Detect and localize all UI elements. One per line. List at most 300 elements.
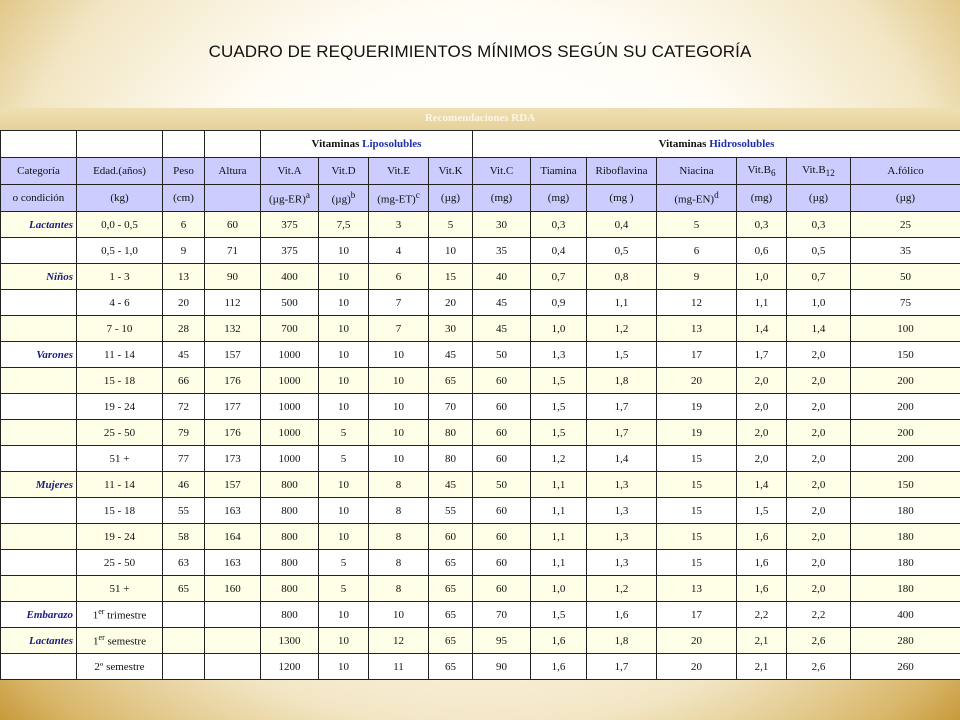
cell-vit-b12: 2,2 <box>787 602 851 628</box>
cell-peso: 66 <box>163 368 205 394</box>
cell-vit-k: 65 <box>429 368 473 394</box>
cell-vit-e: 10 <box>369 342 429 368</box>
cell-tiamina: 1,5 <box>531 368 587 394</box>
cell-vit-k: 45 <box>429 472 473 498</box>
cell-vit-a: 800 <box>261 550 319 576</box>
cell-vit-a: 1000 <box>261 368 319 394</box>
cell-vit-b6: 0,3 <box>737 212 787 238</box>
cell-tiamina: 1,1 <box>531 472 587 498</box>
table-row <box>1 394 960 420</box>
cell-peso <box>163 602 205 628</box>
cell-riboflavina: 1,7 <box>587 654 657 680</box>
cell-vit-e: 7 <box>369 316 429 342</box>
cell-riboflavina: 1,7 <box>587 394 657 420</box>
cell-acido-folico: 400 <box>851 602 960 628</box>
rda-header-band: Recomendaciones RDA <box>0 108 960 130</box>
cell-categoria <box>1 394 77 420</box>
column-header-acido-folico: A.fólico <box>851 158 960 185</box>
cell-vit-k: 45 <box>429 342 473 368</box>
cell-niacina: 20 <box>657 368 737 394</box>
cell-riboflavina: 1,4 <box>587 446 657 472</box>
table-row <box>1 368 960 394</box>
cell-vit-e: 6 <box>369 264 429 290</box>
cell-acido-folico: 50 <box>851 264 960 290</box>
cell-peso <box>163 654 205 680</box>
cell-riboflavina: 0,8 <box>587 264 657 290</box>
cell-vit-b12: 0,7 <box>787 264 851 290</box>
cell-vit-k: 80 <box>429 420 473 446</box>
table-row <box>1 212 960 238</box>
unit-cell: $(mg-ET)^c$ <box>369 185 429 212</box>
cell-riboflavina: 0,4 <box>587 212 657 238</box>
cell-vit-b6: 1,6 <box>737 550 787 576</box>
cell-riboflavina: 1,8 <box>587 368 657 394</box>
group-header-empty <box>163 131 205 158</box>
cell-vit-e: 8 <box>369 498 429 524</box>
cell-tiamina: 1,5 <box>531 420 587 446</box>
cell-peso: 20 <box>163 290 205 316</box>
cell-vit-c: 60 <box>473 576 531 602</box>
cell-vit-k: 15 <box>429 264 473 290</box>
cell-acido-folico: 35 <box>851 238 960 264</box>
cell-vit-a: 1200 <box>261 654 319 680</box>
unit-cell: (cm) <box>163 185 205 212</box>
cell-vit-b6: 2,2 <box>737 602 787 628</box>
cell-vit-d: 10 <box>319 394 369 420</box>
cell-vit-c: 60 <box>473 368 531 394</box>
column-header-categoria: Categoría <box>1 158 77 185</box>
cell-vit-c: 45 <box>473 316 531 342</box>
cell-vit-c: 90 <box>473 654 531 680</box>
cell-altura: 160 <box>205 576 261 602</box>
cell-acido-folico: 25 <box>851 212 960 238</box>
cell-vit-a: 400 <box>261 264 319 290</box>
cell-tiamina: 0,4 <box>531 238 587 264</box>
cell-vit-b6: 2,0 <box>737 368 787 394</box>
cell-vit-b12: 2,0 <box>787 446 851 472</box>
table-row <box>1 342 960 368</box>
cell-vit-b6: 2,1 <box>737 654 787 680</box>
cell-vit-k: 65 <box>429 550 473 576</box>
cell-vit-d: 5 <box>319 576 369 602</box>
cell-tiamina: 1,1 <box>531 524 587 550</box>
cell-vit-e: 7 <box>369 290 429 316</box>
cell-riboflavina: 1,3 <box>587 550 657 576</box>
cell-riboflavina: 1,2 <box>587 316 657 342</box>
cell-vit-d: 10 <box>319 342 369 368</box>
cell-acido-folico: 200 <box>851 368 960 394</box>
cell-acido-folico: 75 <box>851 290 960 316</box>
cell-vit-e: 8 <box>369 550 429 576</box>
unit-cell: (mg ) <box>587 185 657 212</box>
cell-vit-d: 10 <box>319 316 369 342</box>
cell-vit-e: 4 <box>369 238 429 264</box>
column-header-vit-c: Vit.C <box>473 158 531 185</box>
cell-riboflavina: 1,7 <box>587 420 657 446</box>
cell-acido-folico: 150 <box>851 342 960 368</box>
cell-vit-k: 55 <box>429 498 473 524</box>
cell-niacina: 9 <box>657 264 737 290</box>
cell-edad: 11 - 14 <box>77 472 163 498</box>
cell-acido-folico: 200 <box>851 446 960 472</box>
cell-niacina: 13 <box>657 576 737 602</box>
cell-vit-e: 10 <box>369 602 429 628</box>
cell-categoria <box>1 446 77 472</box>
group-header-empty <box>205 131 261 158</box>
cell-niacina: 13 <box>657 316 737 342</box>
cell-edad: 2º semestre <box>77 654 163 680</box>
cell-vit-b6: 0,6 <box>737 238 787 264</box>
cell-vit-a: 375 <box>261 212 319 238</box>
column-header-tiamina: Tiamina <box>531 158 587 185</box>
cell-edad: 1er semestre <box>77 628 163 654</box>
table-row <box>1 654 960 680</box>
column-header-vit-b12: $Vit.B_{12}$ <box>787 158 851 185</box>
unit-cell: o condición <box>1 185 77 212</box>
cell-altura <box>205 654 261 680</box>
cell-categoria <box>1 576 77 602</box>
cell-altura: 164 <box>205 524 261 550</box>
cell-vit-a: 800 <box>261 498 319 524</box>
cell-acido-folico: 260 <box>851 654 960 680</box>
table-row <box>1 602 960 628</box>
cell-categoria <box>1 238 77 264</box>
cell-vit-c: 70 <box>473 602 531 628</box>
cell-vit-b6: 1,5 <box>737 498 787 524</box>
cell-niacina: 19 <box>657 420 737 446</box>
cell-vit-d: 10 <box>319 472 369 498</box>
cell-vit-d: 10 <box>319 290 369 316</box>
column-header-vit-d: Vit.D <box>319 158 369 185</box>
cell-vit-e: 10 <box>369 446 429 472</box>
cell-niacina: 17 <box>657 602 737 628</box>
group-header-hidrosolubles: Vitaminas Hidrosolubles <box>473 131 960 158</box>
cell-altura: 173 <box>205 446 261 472</box>
cell-categoria <box>1 368 77 394</box>
unit-cell: (µg) <box>429 185 473 212</box>
cell-acido-folico: 150 <box>851 472 960 498</box>
cell-vit-b6: 1,4 <box>737 472 787 498</box>
cell-vit-k: 5 <box>429 212 473 238</box>
cell-vit-k: 65 <box>429 576 473 602</box>
cell-categoria: Varones <box>1 342 77 368</box>
cell-vit-b6: 1,4 <box>737 316 787 342</box>
cell-riboflavina: 1,3 <box>587 472 657 498</box>
units-row <box>1 185 960 212</box>
cell-altura: 163 <box>205 498 261 524</box>
unit-cell: $(\mu g)^b$ <box>319 185 369 212</box>
cell-riboflavina: 1,3 <box>587 498 657 524</box>
cell-acido-folico: 180 <box>851 498 960 524</box>
cell-altura: 112 <box>205 290 261 316</box>
cell-vit-b6: 1,6 <box>737 524 787 550</box>
cell-vit-d: 7,5 <box>319 212 369 238</box>
cell-riboflavina: 1,3 <box>587 524 657 550</box>
cell-vit-b12: 2,0 <box>787 394 851 420</box>
cell-riboflavina: 1,1 <box>587 290 657 316</box>
cell-vit-c: 40 <box>473 264 531 290</box>
cell-peso <box>163 628 205 654</box>
cell-vit-e: 10 <box>369 420 429 446</box>
cell-vit-b12: 1,0 <box>787 290 851 316</box>
cell-niacina: 15 <box>657 446 737 472</box>
cell-acido-folico: 280 <box>851 628 960 654</box>
cell-altura: 157 <box>205 342 261 368</box>
cell-riboflavina: 1,6 <box>587 602 657 628</box>
unit-cell: (µg) <box>851 185 960 212</box>
cell-niacina: 19 <box>657 394 737 420</box>
page-title: CUADRO DE REQUERIMIENTOS MÍNIMOS SEGÚN SU CATEGORÍA <box>208 42 752 61</box>
unit-cell: (mg) <box>737 185 787 212</box>
cell-altura: 90 <box>205 264 261 290</box>
cell-vit-d: 10 <box>319 238 369 264</box>
cell-altura: 157 <box>205 472 261 498</box>
column-header-peso: Peso <box>163 158 205 185</box>
cell-vit-c: 30 <box>473 212 531 238</box>
cell-altura <box>205 602 261 628</box>
cell-peso: 77 <box>163 446 205 472</box>
cell-vit-k: 65 <box>429 654 473 680</box>
cell-vit-c: 60 <box>473 420 531 446</box>
table-row <box>1 316 960 342</box>
cell-vit-d: 10 <box>319 264 369 290</box>
table-row <box>1 498 960 524</box>
cell-tiamina: 1,0 <box>531 576 587 602</box>
table-row <box>1 550 960 576</box>
cell-vit-b12: 2,0 <box>787 524 851 550</box>
table-row <box>1 576 960 602</box>
cell-categoria: Mujeres <box>1 472 77 498</box>
unit-cell: (mg) <box>473 185 531 212</box>
cell-vit-b6: 2,0 <box>737 394 787 420</box>
group-header-empty <box>1 131 77 158</box>
cell-vit-e: 8 <box>369 524 429 550</box>
cell-categoria <box>1 550 77 576</box>
column-header-altura: Altura <box>205 158 261 185</box>
cell-peso: 9 <box>163 238 205 264</box>
cell-vit-b6: 2,0 <box>737 446 787 472</box>
cell-niacina: 20 <box>657 654 737 680</box>
cell-vit-b6: 2,1 <box>737 628 787 654</box>
cell-edad: 0,0 - 0,5 <box>77 212 163 238</box>
cell-vit-b6: 2,0 <box>737 420 787 446</box>
group-header-empty <box>77 131 163 158</box>
cell-vit-a: 800 <box>261 576 319 602</box>
cell-riboflavina: 1,2 <box>587 576 657 602</box>
cell-altura: 176 <box>205 420 261 446</box>
cell-vit-d: 5 <box>319 446 369 472</box>
table-row <box>1 524 960 550</box>
cell-edad: 51 + <box>77 576 163 602</box>
cell-niacina: 15 <box>657 472 737 498</box>
cell-peso: 63 <box>163 550 205 576</box>
cell-vit-b12: 2,0 <box>787 498 851 524</box>
cell-categoria: Lactantes <box>1 212 77 238</box>
cell-vit-b6: 1,0 <box>737 264 787 290</box>
cell-acido-folico: 200 <box>851 420 960 446</box>
cell-vit-c: 60 <box>473 446 531 472</box>
cell-niacina: 5 <box>657 212 737 238</box>
cell-vit-c: 60 <box>473 550 531 576</box>
cell-vit-a: 375 <box>261 238 319 264</box>
cell-niacina: 17 <box>657 342 737 368</box>
cell-vit-a: 1000 <box>261 342 319 368</box>
cell-edad: 1 - 3 <box>77 264 163 290</box>
cell-tiamina: 1,6 <box>531 654 587 680</box>
group-header-liposolubles: Vitaminas Liposolubles <box>261 131 473 158</box>
table-row <box>1 420 960 446</box>
cell-tiamina: 1,5 <box>531 602 587 628</box>
cell-vit-a: 800 <box>261 602 319 628</box>
cell-categoria <box>1 654 77 680</box>
table-row <box>1 290 960 316</box>
table-row <box>1 264 960 290</box>
cell-edad: 11 - 14 <box>77 342 163 368</box>
cell-vit-a: 800 <box>261 524 319 550</box>
cell-vit-a: 500 <box>261 290 319 316</box>
cell-vit-e: 10 <box>369 368 429 394</box>
cell-tiamina: 1,6 <box>531 628 587 654</box>
column-header-niacina: Niacina <box>657 158 737 185</box>
cell-peso: 72 <box>163 394 205 420</box>
cell-vit-b6: 1,6 <box>737 576 787 602</box>
cell-edad: 25 - 50 <box>77 420 163 446</box>
cell-acido-folico: 100 <box>851 316 960 342</box>
cell-vit-a: 800 <box>261 472 319 498</box>
cell-categoria <box>1 498 77 524</box>
cell-niacina: 20 <box>657 628 737 654</box>
cell-vit-b12: 2,0 <box>787 420 851 446</box>
cell-vit-d: 10 <box>319 498 369 524</box>
cell-vit-a: 1000 <box>261 394 319 420</box>
cell-vit-d: 5 <box>319 550 369 576</box>
cell-vit-b6: 1,7 <box>737 342 787 368</box>
unit-cell: (mg) <box>531 185 587 212</box>
column-header-vit-a: Vit.A <box>261 158 319 185</box>
cell-vit-b6: 1,1 <box>737 290 787 316</box>
cell-riboflavina: 1,8 <box>587 628 657 654</box>
cell-peso: 28 <box>163 316 205 342</box>
cell-vit-a: 1000 <box>261 446 319 472</box>
unit-cell: (kg) <box>77 185 163 212</box>
column-header-edad: Edad.(años) <box>77 158 163 185</box>
cell-categoria <box>1 316 77 342</box>
cell-vit-c: 45 <box>473 290 531 316</box>
cell-categoria: Niños <box>1 264 77 290</box>
cell-peso: 6 <box>163 212 205 238</box>
cell-vit-c: 50 <box>473 472 531 498</box>
cell-edad: 15 - 18 <box>77 368 163 394</box>
cell-vit-e: 10 <box>369 394 429 420</box>
cell-vit-d: 10 <box>319 628 369 654</box>
cell-niacina: 15 <box>657 524 737 550</box>
cell-vit-d: 10 <box>319 654 369 680</box>
cell-acido-folico: 200 <box>851 394 960 420</box>
cell-vit-e: 12 <box>369 628 429 654</box>
cell-edad: 4 - 6 <box>77 290 163 316</box>
rda-table <box>0 130 960 680</box>
cell-edad: 19 - 24 <box>77 394 163 420</box>
cell-tiamina: 1,1 <box>531 498 587 524</box>
cell-altura: 60 <box>205 212 261 238</box>
cell-peso: 65 <box>163 576 205 602</box>
cell-vit-e: 3 <box>369 212 429 238</box>
cell-niacina: 6 <box>657 238 737 264</box>
unit-cell: (µg) <box>787 185 851 212</box>
column-header-row <box>1 158 960 185</box>
cell-vit-b12: 2,0 <box>787 472 851 498</box>
cell-edad: 1er trimestre <box>77 602 163 628</box>
cell-altura: 132 <box>205 316 261 342</box>
cell-vit-e: 8 <box>369 472 429 498</box>
cell-vit-k: 80 <box>429 446 473 472</box>
cell-niacina: 12 <box>657 290 737 316</box>
cell-tiamina: 0,7 <box>531 264 587 290</box>
cell-altura: 177 <box>205 394 261 420</box>
table-row <box>1 446 960 472</box>
cell-tiamina: 1,0 <box>531 316 587 342</box>
cell-acido-folico: 180 <box>851 524 960 550</box>
cell-categoria: Lactantes <box>1 628 77 654</box>
column-header-riboflavina: Riboflavina <box>587 158 657 185</box>
cell-edad: 0,5 - 1,0 <box>77 238 163 264</box>
cell-vit-k: 20 <box>429 290 473 316</box>
cell-vit-k: 60 <box>429 524 473 550</box>
cell-edad: 51 + <box>77 446 163 472</box>
cell-vit-b12: 2,6 <box>787 654 851 680</box>
table-row <box>1 472 960 498</box>
cell-categoria <box>1 290 77 316</box>
cell-niacina: 15 <box>657 498 737 524</box>
cell-altura: 71 <box>205 238 261 264</box>
cell-vit-c: 60 <box>473 524 531 550</box>
cell-vit-b12: 1,4 <box>787 316 851 342</box>
cell-edad: 7 - 10 <box>77 316 163 342</box>
table-row <box>1 628 960 654</box>
cell-vit-d: 10 <box>319 524 369 550</box>
cell-riboflavina: 1,5 <box>587 342 657 368</box>
cell-vit-b12: 2,0 <box>787 368 851 394</box>
cell-categoria <box>1 420 77 446</box>
column-header-vit-k: Vit.K <box>429 158 473 185</box>
cell-vit-c: 35 <box>473 238 531 264</box>
cell-vit-k: 65 <box>429 628 473 654</box>
cell-tiamina: 1,1 <box>531 550 587 576</box>
cell-vit-b12: 2,0 <box>787 342 851 368</box>
cell-acido-folico: 180 <box>851 550 960 576</box>
table-row <box>1 238 960 264</box>
cell-altura: 163 <box>205 550 261 576</box>
cell-altura: 176 <box>205 368 261 394</box>
column-header-vit-b6: $Vit.B_6$ <box>737 158 787 185</box>
cell-tiamina: 1,5 <box>531 394 587 420</box>
cell-altura <box>205 628 261 654</box>
cell-vit-k: 30 <box>429 316 473 342</box>
cell-vit-d: 5 <box>319 420 369 446</box>
cell-vit-d: 10 <box>319 368 369 394</box>
cell-edad: 25 - 50 <box>77 550 163 576</box>
cell-vit-a: 700 <box>261 316 319 342</box>
cell-vit-b12: 2,6 <box>787 628 851 654</box>
cell-vit-c: 50 <box>473 342 531 368</box>
cell-peso: 45 <box>163 342 205 368</box>
cell-vit-b12: 0,3 <box>787 212 851 238</box>
cell-vit-a: 1300 <box>261 628 319 654</box>
cell-vit-c: 60 <box>473 498 531 524</box>
cell-peso: 79 <box>163 420 205 446</box>
unit-cell <box>205 185 261 212</box>
cell-tiamina: 0,9 <box>531 290 587 316</box>
